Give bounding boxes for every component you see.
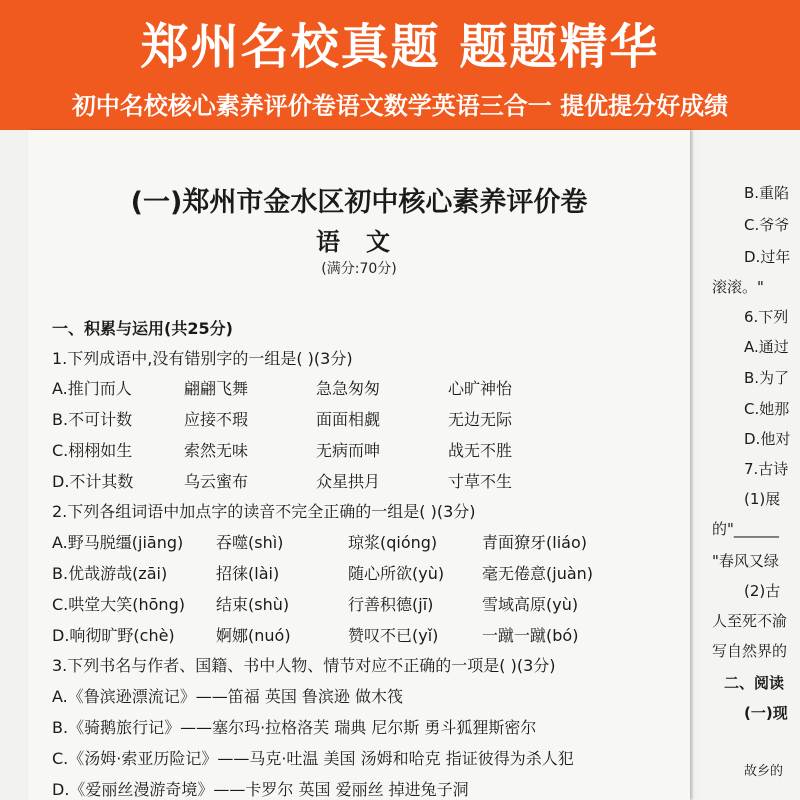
option-text: B.优哉游哉(zāi): [52, 564, 168, 583]
option-text: 众星拱月: [316, 472, 381, 491]
option-text: 雪域高原(yù): [482, 595, 579, 614]
side-text: 6.下列: [744, 308, 789, 326]
option-text: C.《汤姆·索亚历险记》——马克·吐温 美国 汤姆和哈克 指证彼得为杀人犯: [52, 749, 574, 768]
option-text: 结束(shù): [216, 595, 290, 614]
option-text: 索然无味: [184, 441, 249, 460]
side-text: D.他对: [744, 430, 791, 448]
banner-subtitle: 初中名校核心素养评价卷语文数学英语三合一 提优提分好成绩: [71, 92, 729, 120]
side-text: B.重陷: [744, 184, 790, 202]
exam-paper-page: [28, 130, 690, 800]
option-text: 翩翩飞舞: [184, 379, 249, 398]
side-text: 写自然界的: [712, 642, 788, 660]
side-text: "春风又绿: [712, 552, 779, 570]
option-text: B.《骑鹅旅行记》——塞尔玛·拉格洛芙 瑞典 尼尔斯 勇斗狐狸斯密尔: [52, 718, 537, 737]
option-text: 招徕(lài): [216, 564, 280, 583]
option-text: 乌云蜜布: [184, 472, 249, 491]
option-text: 应接不瑕: [184, 410, 249, 429]
banner-title: 郑州名校真题 题题精华: [140, 19, 660, 75]
option-text: 寸草不生: [448, 472, 513, 491]
option-text: A.《鲁滨逊漂流记》——笛福 英国 鲁滨逊 做木筏: [52, 687, 404, 706]
option-text: D.响彻旷野(chè): [52, 626, 175, 645]
side-text: 故乡的: [744, 764, 784, 779]
option-text: 婀娜(nuó): [216, 626, 291, 645]
side-text: C.爷爷: [744, 216, 790, 234]
option-text: 行善积德(jī): [348, 595, 434, 614]
exam-subject: 语文: [316, 228, 416, 256]
option-text: 青面獠牙(liáo): [482, 533, 587, 552]
side-text: 滚滚。": [712, 278, 764, 296]
side-text: 人至死不渝: [712, 612, 788, 630]
question-1: 1.下列成语中,没有错别字的一组是( )(3分): [52, 349, 353, 368]
side-text: 7.古诗: [744, 460, 789, 478]
question-3: 3.下列书名与作者、国籍、书中人物、情节对应不正确的一项是( )(3分): [52, 656, 556, 675]
option-text: D.《爱丽丝漫游奇境》——卡罗尔 英国 爱丽丝 掉进兔子洞: [52, 780, 469, 799]
option-text: A.推门而人: [52, 379, 132, 398]
option-text: 毫无倦意(juàn): [482, 564, 594, 583]
side-text: 的"______: [712, 520, 779, 538]
section-heading: 一、积累与运用(共25分): [52, 319, 233, 338]
exam-score: (满分:70分): [321, 261, 397, 277]
side-text: D.过年: [744, 248, 791, 266]
side-text: (一)现: [744, 704, 788, 722]
promo-banner: [0, 0, 800, 130]
option-text: 无病而呻: [316, 441, 381, 460]
option-text: 急急匆匆: [316, 379, 381, 398]
option-text: A.野马脱缰(jiāng): [52, 533, 184, 552]
option-text: 赞叹不已(yǐ): [348, 626, 439, 645]
side-text: A.通过: [744, 338, 789, 356]
option-text: 随心所欲(yù): [348, 564, 445, 583]
exam-title: (一)郑州市金水区初中核心素养评价卷: [130, 187, 588, 218]
side-text: (2)古: [744, 582, 781, 600]
side-text: B.为了: [744, 369, 790, 387]
side-text: 二、阅读: [724, 674, 785, 692]
option-text: 无边无际: [448, 410, 513, 429]
option-text: D.不计其数: [52, 472, 134, 491]
option-text: 吞噬(shì): [216, 533, 284, 552]
option-text: C.哄堂大笑(hōng): [52, 595, 185, 614]
side-text: (1)展: [744, 490, 781, 508]
option-text: C.栩栩如生: [52, 441, 133, 460]
option-text: 战无不胜: [448, 441, 513, 460]
option-text: 心旷神怡: [448, 379, 513, 398]
question-2: 2.下列各组词语中加点字的读音不完全正确的一组是( )(3分): [52, 502, 476, 521]
option-text: 面面相觑: [316, 410, 381, 429]
option-text: B.不可计数: [52, 410, 133, 429]
option-text: 一蹴一蹴(bó): [482, 626, 579, 645]
side-text: C.她那: [744, 400, 790, 418]
next-page-edge: [700, 130, 800, 800]
option-text: 琼浆(qióng): [348, 533, 438, 552]
